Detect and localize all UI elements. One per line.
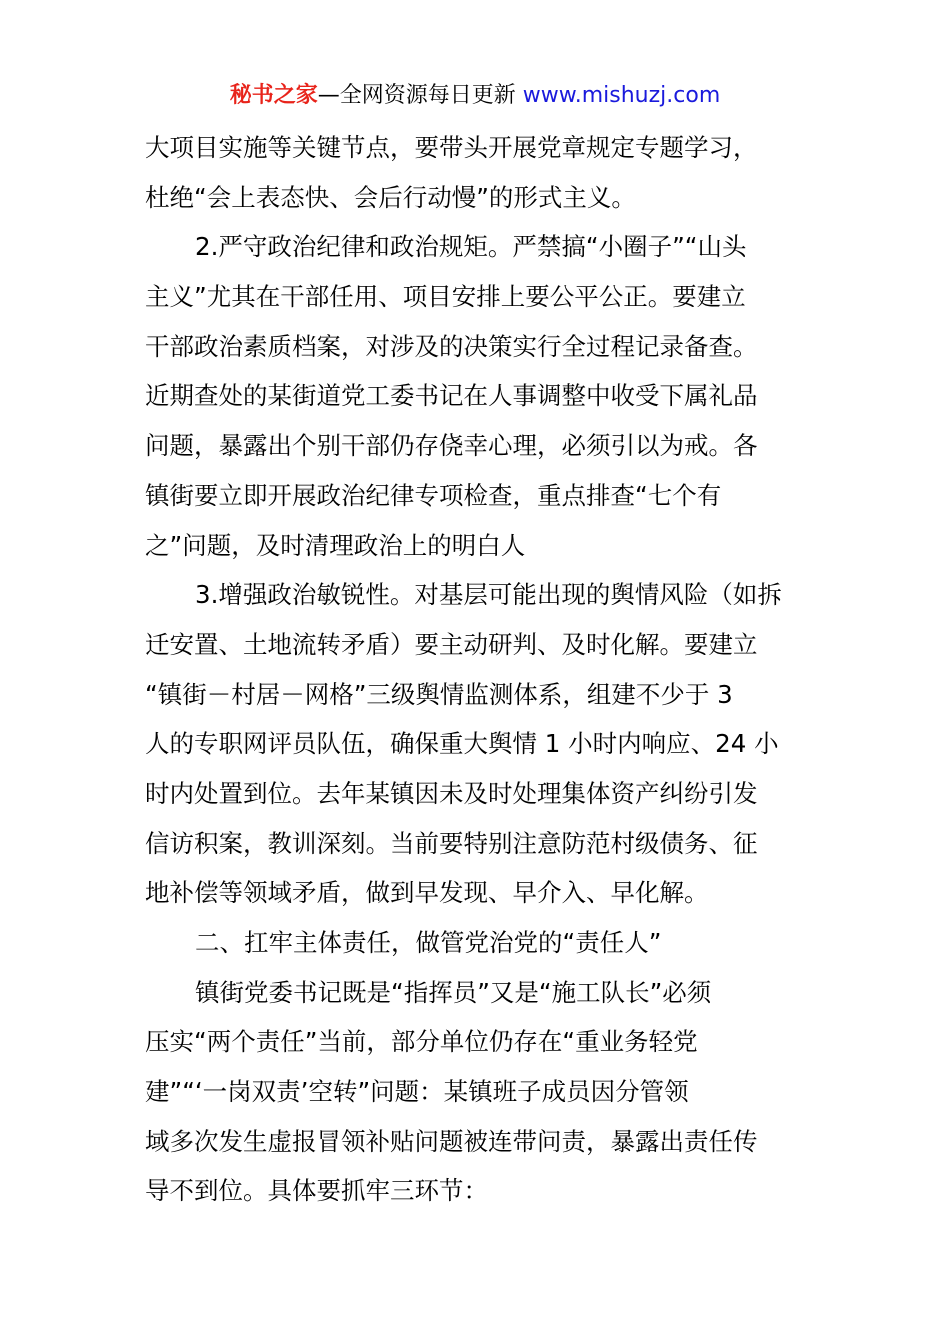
text-line: 人的专职网评员队伍，确保重大舆情 1 小时内响应、24 小 <box>145 729 779 759</box>
text-line: 大项目实施等关键节点，要带头开展党章规定专题学习， <box>145 133 758 162</box>
paragraph-start-line: 镇街党委书记既是“指挥员”又是“施工队长”必须 <box>195 977 712 1007</box>
text-line: 域多次发生虚报冒领补贴问题被连带问责，暴露出责任传 <box>145 1126 758 1156</box>
text-line: 信访积案，教训深刻。当前要特别注意防范村级债务、征 <box>145 828 758 858</box>
site-tagline: —全网资源每日更新 <box>317 83 523 108</box>
text-line: 建”“‘一岗双责’空转”问题：某镇班子成员因分管领 <box>145 1077 689 1107</box>
paragraph-start-line: 3.增强政治敏锐性。对基层可能出现的舆情风险（如拆 <box>195 580 782 610</box>
text-line: 近期查处的某街道党工委书记在人事调整中收受下属礼品 <box>145 381 758 411</box>
text-line: 干部政治素质档案，对涉及的决策实行全过程记录备查。 <box>145 331 758 361</box>
section-heading: 二、扛牢主体责任，做管党治党的“责任人” <box>195 928 662 957</box>
site-header <box>0 80 950 112</box>
text-line: 导不到位。具体要抓牢三环节： <box>145 1176 488 1206</box>
text-line: “镇街－村居－网格”三级舆情监测体系，组建不少于 3 <box>145 679 733 709</box>
text-line: 迁安置、土地流转矛盾）要主动研判、及时化解。要建立 <box>145 629 758 659</box>
paragraph-start-line: 2.严守政治纪律和政治规矩。严禁搞“小圈子”“山头 <box>195 232 747 262</box>
text-line: 问题，暴露出个别干部仍存侥幸心理，必须引以为戒。各 <box>145 431 758 461</box>
text-line: 压实“两个责任”当前，部分单位仍存在“重业务轻党 <box>145 1027 698 1057</box>
text-line: 之”问题，及时清理政治上的明白人 <box>145 530 526 560</box>
document-body <box>145 123 810 1216</box>
text-line: 时内处置到位。去年某镇因未及时处理集体资产纠纷引发 <box>145 778 758 808</box>
text-line: 杜绝“会上表态快、会后行动慢”的形式主义。 <box>145 182 636 212</box>
site-url-link[interactable]: www.mishuzj.com <box>522 83 721 108</box>
text-line: 主义”尤其在干部任用、项目安排上要公平公正。要建立 <box>145 282 746 312</box>
text-line: 镇街要立即开展政治纪律专项检查，重点排查“七个有 <box>145 480 722 510</box>
site-brand: 秘书之家 <box>229 83 318 108</box>
text-line: 地补偿等领域矛盾，做到早发现、早介入、早化解。 <box>145 878 709 908</box>
